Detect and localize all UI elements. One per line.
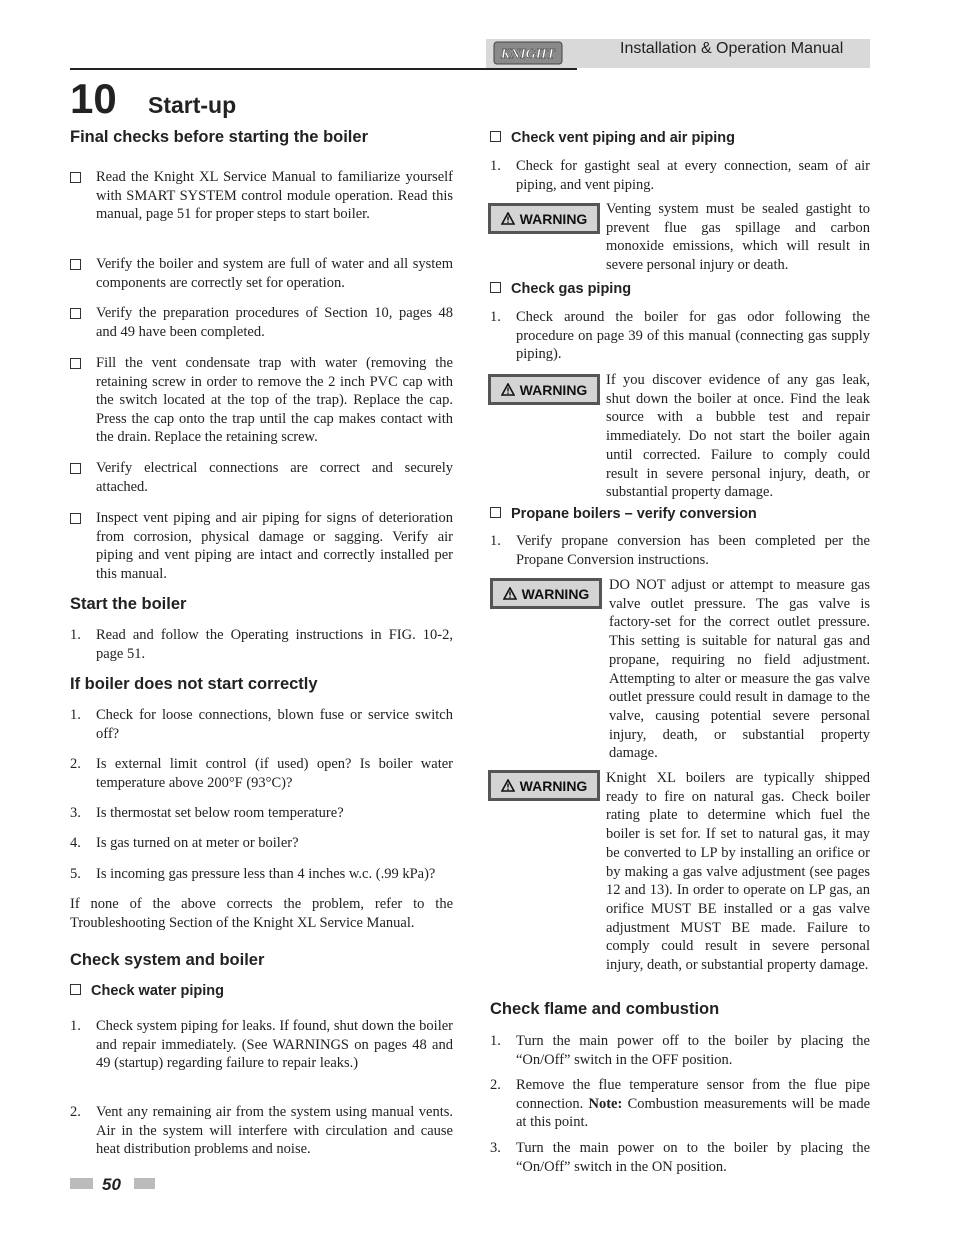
checkbox-icon	[490, 507, 501, 518]
warning-text: Venting system must be sealed gastight to prevent flue gas spillage and carbon monoxide emissions, which will result in severe personal injury or death.	[606, 201, 870, 274]
warning-text: DO NOT adjust or attempt to measure gas valve outlet pressure. The gas valve is factory-set for the correct outlet pressure. This setting is suitable for natural gas and propane, requiring no field adjustment. Attempting to alter or measure the gas valve outlet pressure could result in damage to the valve, causing potential severe personal injury, death, or substantial property damage.	[609, 577, 870, 762]
footer-bar	[70, 1178, 93, 1189]
chapter-title: Start-up	[148, 92, 237, 118]
propane-heading: Propane boilers – verify conversion	[490, 506, 757, 522]
manual-title: Installation & Operation Manual	[620, 40, 844, 57]
page-number: 50	[102, 1175, 121, 1194]
knight-xl-logo	[492, 39, 566, 67]
warning-icon	[503, 587, 517, 600]
checkbox-icon	[70, 172, 81, 183]
checkbox-icon	[490, 282, 501, 293]
warning-icon	[501, 779, 515, 792]
checkbox-icon	[70, 463, 81, 474]
flame-heading: Check flame and combustion	[490, 1000, 720, 1018]
svg-text:KNIGHT: KNIGHT	[500, 47, 556, 62]
checkbox-icon	[70, 984, 81, 995]
warning-text: Knight XL boilers are typically shipped ready to fire on natural gas. Check boiler rating plate to determine which fuel the boiler is set for. If set to natural gas, it may be converted to LP by installing an orifice or by making a gas valve adjustment (see pages 12 and 13). In order to operate on LP gas, an orifice MUST BE installed or a gas valve adjustment MUST BE made. Failure to comply could result in severe personal injury, death, or substantial property damage.	[606, 770, 870, 974]
troubleshooting-note: If none of the above corrects the problem, refer to the Troubleshooting Section of the Knight XL Service Manual.	[70, 896, 453, 931]
warning-badge: WARNING	[488, 203, 600, 234]
footer-bar	[134, 1178, 155, 1189]
checkbox-icon	[70, 308, 81, 319]
check-system-heading: Check system and boiler	[70, 951, 265, 969]
checkbox-icon	[70, 358, 81, 369]
vent-piping-heading: Check vent piping and air piping	[490, 130, 735, 146]
not-start-heading: If boiler does not start correctly	[70, 675, 318, 693]
warning-text: If you discover evidence of any gas leak, shut down the boiler at once. Find the leak source with a bubble test and repair immediately. Do not start the boiler again until corrected. Failure to comply could result in severe personal injury, death, or substantial property damage.	[606, 372, 870, 501]
chapter-number: 10	[70, 75, 117, 122]
gas-piping-heading: Check gas piping	[490, 281, 631, 297]
warning-badge: WARNING	[488, 770, 600, 801]
warning-icon	[501, 212, 515, 225]
checkbox-icon	[70, 513, 81, 524]
final-checks-heading: Final checks before starting the boiler	[70, 128, 368, 146]
warning-badge: WARNING	[490, 578, 602, 609]
checkbox-icon	[70, 259, 81, 270]
start-boiler-heading: Start the boiler	[70, 595, 187, 613]
warning-badge: WARNING	[488, 374, 600, 405]
header-rule	[70, 68, 577, 70]
check-water-piping-heading: Check water piping	[70, 983, 224, 999]
warning-icon	[501, 383, 515, 396]
checkbox-icon	[490, 131, 501, 142]
